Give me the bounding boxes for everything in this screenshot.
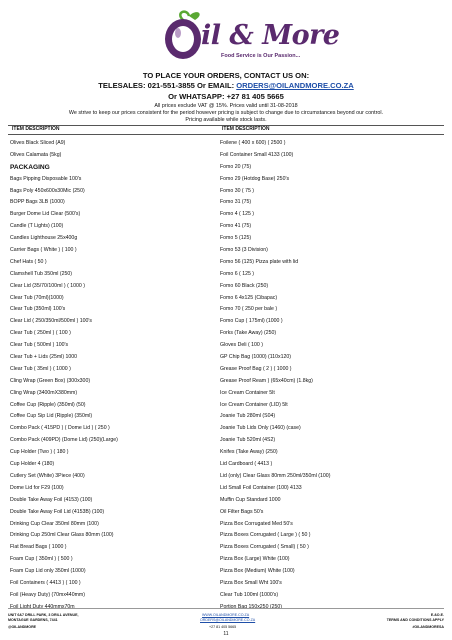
list-item: Oil Filter Bags 50's — [220, 508, 264, 515]
list-item: Carrier Bags ( White ) ( 100 ) — [10, 247, 77, 254]
list-item: Fomo 30 ( 75 ) — [220, 187, 255, 194]
price-change-notice: We strive to keep our prices consistent for the period however pricing is subject to change due to circumstances beyond our control. — [68, 110, 384, 116]
list-item: Clear Tub + Lids (25ml) 1000 — [10, 354, 78, 361]
list-item: Combo Pack ( 415PD ) ( Dome Lid ) ( 250 ) — [10, 425, 110, 432]
list-item: Fomo 41 (75) — [220, 223, 252, 230]
list-item: Cling Wrap (3400mX380mm) — [10, 389, 78, 396]
list-item: Double Take Away Foil Lid (4153B) (100) — [10, 508, 105, 515]
list-item: Lid (only) Clear Glass 80mm 250ml/350ml (100) — [220, 472, 331, 479]
list-item: Foam Cup Lid only 350ml (1000) — [10, 568, 86, 575]
footer-address-line1: UNIT 6&7 DRILL PARK, 3 DRILL AVENUE, — [8, 613, 79, 617]
list-item: Fomo 4 ( 125 ) — [220, 211, 255, 218]
list-item: Fomo 53 (3 Division) — [220, 247, 268, 254]
list-item: Fomo 70 ( 250 per bale ) — [220, 306, 278, 313]
list-item: Cup Holder (Two ) ( 180 ) — [10, 449, 69, 456]
list-item: Clear Lid ( 250/350ml/500ml ) 100's — [10, 318, 93, 325]
list-item: Foil Containers ( 4413 ) ( 100 ) — [10, 579, 81, 586]
footer-social-left[interactable]: @OILANDMORE — [8, 625, 37, 629]
list-item: Pizza Boxes Corrugated ( Small) ( 50 ) — [220, 544, 309, 551]
list-item: Foil (Heavy Duty) (70mx440mm) — [10, 591, 85, 598]
list-item: Clear Tub ( 35ml ) ( 1000 ) — [10, 365, 71, 372]
list-item: Ice Cream Container 5lt — [220, 389, 275, 396]
list-item: Double Take Away Foil (4153) (100) — [10, 496, 93, 503]
list-item: Fomo 6 ( 125 ) — [220, 270, 255, 277]
list-item: Forks (Take Away) (250) — [220, 330, 277, 337]
footer-address-line2: MONTAGUE GARDENS, 7441 — [8, 618, 58, 622]
list-item: Burger Dome Lid Clear (500's) — [10, 211, 81, 218]
logo-wordmark: il & More — [201, 20, 340, 51]
footer-phone: +27 81 405 5665 — [209, 625, 237, 629]
list-item: Muffin Cup Standard 1000 — [220, 496, 281, 503]
footer-email-link[interactable]: ORDERS@OILANDMORE.CO.ZA — [200, 618, 256, 622]
left-column-header: ITEM DESCRIPTION — [12, 126, 60, 132]
page-number: 11 — [223, 631, 229, 637]
list-item: Joanie Tub 280ml (S04) — [220, 413, 276, 420]
list-item: Foil Light Duty 440mmx70m — [10, 603, 75, 610]
list-item: Cling Wrap (Green Box) (300x300) — [10, 377, 91, 384]
list-item: Lid Cardboard ( 4413 ) — [220, 461, 273, 468]
list-item: Dome Lid for F29 (100) — [10, 484, 64, 491]
list-item: Pizza Box Small Wht 100's — [220, 579, 282, 586]
footer-terms[interactable]: TERMS AND CONDITIONS APPLY — [386, 618, 444, 622]
vat-notice: All prices exclude VAT @ 15%. Prices valid until 31-08-2018 — [154, 103, 298, 109]
list-item: Coffee Cup Sip Lid (Ripple) (350ml) — [10, 413, 93, 420]
list-item: Drinking Cup 250ml Clear Glass 80mm (100) — [10, 532, 114, 539]
list-item: Clear Tub ( 500ml ) 100's — [10, 342, 69, 349]
list-item: Pizza Box (Large) White (100) — [220, 556, 290, 563]
list-item: Lid Small Foil Container (100) 4133 — [220, 484, 302, 491]
list-item: Joanie Tub Lids Only (1460) (case) — [220, 425, 301, 432]
list-item: Fomo 20 (75) — [220, 163, 252, 170]
telesales-line — [0, 81, 452, 90]
order-heading: TO PLACE YOUR ORDERS, CONTACT US ON: — [142, 71, 310, 80]
orders-email-link[interactable]: ORDERS@OILANDMORE.CO.ZA — [236, 81, 354, 90]
list-item: Joanie Tub 520ml (4S2) — [220, 437, 276, 444]
list-item: Foilene ( 400 x 600) ( 2500 ) — [220, 140, 286, 146]
list-item: Fomo 31 (75) — [220, 199, 252, 206]
left-item-list — [10, 138, 210, 614]
list-item: Fomo 60 Black (250) — [220, 282, 269, 289]
list-item: Clear Tub 100ml (1000's) — [220, 591, 279, 598]
telesales-text: TELESALES: 021-551-3855 Or EMAIL: — [98, 81, 237, 90]
list-item: Pizza Boxes Corrugated ( Large ) ( 50 ) — [220, 532, 311, 539]
whatsapp-line: Or WHATSAPP: +27 81 405 5665 — [168, 92, 284, 101]
list-item: Clear Tub (70ml)(1000) — [10, 294, 64, 301]
list-item: Clear Tub (350ml) 100's — [10, 306, 66, 313]
list-item: Gloves Deli ( 100 ) — [220, 342, 263, 349]
list-item: Fomo 56 (125) Pizza plate with lid — [220, 258, 299, 265]
footer-social-right[interactable]: #OILANDMORESA — [412, 625, 444, 629]
list-item: Grease Proof Bag ( 2 ) ( 1000 ) — [220, 365, 292, 372]
footer-eoe: E.&O.E. — [430, 613, 444, 617]
stock-notice: Pricing available while stock lasts. — [185, 117, 267, 123]
list-item: Pizza Box Corrugated Med 50's — [220, 520, 293, 527]
list-item: Bags Pipping Disposable 100's — [10, 175, 82, 182]
list-item: Olives Calamata (5kg) — [10, 151, 62, 158]
list-item: Flat Bread Bags ( 1000 ) — [10, 544, 67, 551]
list-item: Clear Tub ( 250ml ) ( 100 ) — [10, 330, 71, 337]
brand-logo — [161, 6, 340, 68]
footer-website-link[interactable]: WWW.OILANDMORE.CO.ZA — [202, 613, 250, 617]
right-column-header: ITEM DESCRIPTION — [222, 126, 270, 132]
list-item: Chef Hats ( 50 ) — [10, 258, 47, 265]
logo-tagline: Food Service is Our Passion... — [221, 53, 301, 59]
list-item: Combo Pack (409PD) (Dome Lid) (250)(Large) — [10, 437, 118, 444]
list-item: Drinking Cup Clear 350ml 80mm (100) — [10, 520, 99, 527]
list-item: Portion Bag 150x250 (250) — [220, 603, 283, 610]
list-item: Grease Proof Ream ) (65x40cm) (1.8kg) — [220, 377, 313, 384]
list-item: Foam Cup ( 350ml ) ( 500 ) — [10, 556, 73, 563]
list-item: Bags Poly 450x600x30Mic (250) — [10, 187, 85, 194]
list-item: Olives Black Sliced (A9) — [10, 140, 66, 146]
list-item: Cutlery Set (White) 3Piece (400) — [10, 472, 85, 479]
list-item: Pizza Box (Medium) White (100) — [220, 568, 295, 575]
list-item: Clamshell Tub 350ml (250) — [10, 270, 72, 277]
right-item-list — [220, 138, 420, 614]
list-item: Fomo 5 (125) — [220, 235, 252, 242]
list-item: BOPP Bags 3LB (1000) — [10, 199, 65, 206]
list-item: Candle (T Lights) (100) — [10, 223, 64, 230]
list-item: Clear Lid (35/70/100ml ) ( 1000 ) — [10, 282, 85, 289]
list-item: Coffee Cup (Ripple) (350ml) (50) — [10, 401, 86, 408]
list-item: Ice Cream Container (LID) 5lt — [220, 401, 288, 408]
list-item: Fomo Cup ( 175ml) (1000 ) — [220, 318, 283, 325]
list-item: Candles Lighthouse 25x400g — [10, 235, 78, 242]
list-item: Fomo 29 (Hotdog Base) 250's — [220, 175, 290, 182]
list-item: Fomo 6 4x125 (Cibapac) — [220, 294, 278, 301]
list-item: Cup Holder 4 (180) — [10, 461, 55, 468]
list-item: GP Chip Bag (1000) (110x120) — [220, 354, 292, 361]
footer-divider — [8, 608, 444, 609]
section-heading: PACKAGING — [10, 163, 50, 171]
list-item: Knifes (Take Away) (250) — [220, 449, 278, 456]
list-item: Foil Container Small 4133 (100) — [220, 151, 294, 158]
